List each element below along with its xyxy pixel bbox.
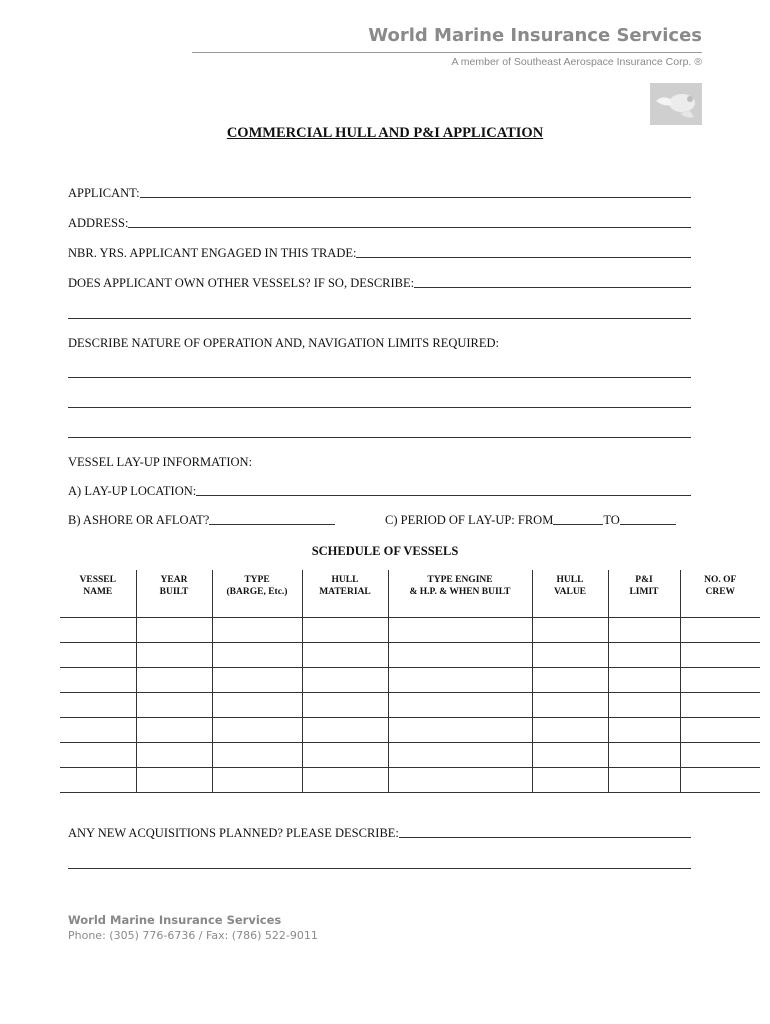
address-line[interactable] [128,227,691,228]
table-cell[interactable] [212,692,302,717]
table-cell[interactable] [532,667,608,692]
form-title: COMMERCIAL HULL AND P&I APPLICATION [226,125,544,141]
table-row [60,667,760,692]
table-row [60,617,760,642]
col-type-engine: TYPE ENGINE & H.P. & WHEN BUILT [388,570,532,617]
table-cell[interactable] [60,717,136,742]
schedule-title: SCHEDULE OF VESSELS [311,544,459,558]
table-cell[interactable] [388,692,532,717]
table-cell[interactable] [212,717,302,742]
table-cell[interactable] [532,692,608,717]
nature-label: DESCRIBE NATURE OF OPERATION AND, NAVIGATION LIMITS REQUIRED: [68,336,500,350]
company-logo [650,83,702,125]
table-cell[interactable] [136,692,212,717]
ashore-field[interactable] [68,512,335,528]
table-cell[interactable] [302,617,388,642]
table-cell[interactable] [136,717,212,742]
table-cell[interactable] [302,667,388,692]
nature-line-2[interactable] [68,407,691,408]
acquisitions-field[interactable] [68,825,691,841]
logo-graphic-icon [650,83,702,125]
table-cell[interactable] [680,742,760,767]
table-cell[interactable] [60,742,136,767]
table-row [60,742,760,767]
period-from-line[interactable] [553,524,603,525]
col-crew: NO. OF CREW [680,570,760,617]
ashore-line[interactable] [209,524,335,525]
table-cell[interactable] [680,642,760,667]
address-label: ADDRESS: [68,216,129,230]
table-cell[interactable] [302,767,388,792]
col-hull-material: HULL MATERIAL [302,570,388,617]
table-cell[interactable] [136,767,212,792]
company-name: World Marine Insurance Services [368,25,702,46]
other-vessels-extra-line[interactable] [68,318,691,319]
table-cell[interactable] [608,667,680,692]
table-cell[interactable] [136,642,212,667]
table-cell[interactable] [608,617,680,642]
table-cell[interactable] [302,642,388,667]
acquisitions-line[interactable] [399,837,691,838]
years-field[interactable] [68,245,691,261]
table-cell[interactable] [388,642,532,667]
table-cell[interactable] [212,617,302,642]
table-cell[interactable] [680,692,760,717]
company-tagline: A member of Southeast Aerospace Insurance Corp. ® [451,56,702,68]
other-vessels-line[interactable] [414,287,691,288]
table-cell[interactable] [60,692,136,717]
table-cell[interactable] [388,667,532,692]
table-cell[interactable] [388,767,532,792]
table-cell[interactable] [212,642,302,667]
layup-info-label: VESSEL LAY-UP INFORMATION: [68,455,253,469]
table-row [60,642,760,667]
header-divider [192,52,702,53]
nature-field [68,335,691,351]
table-cell[interactable] [608,717,680,742]
applicant-line[interactable] [140,197,691,198]
applicant-label: APPLICANT: [68,186,140,200]
nature-line-3[interactable] [68,437,691,438]
years-line[interactable] [356,257,691,258]
table-cell[interactable] [388,617,532,642]
table-cell[interactable] [680,767,760,792]
table-cell[interactable] [532,767,608,792]
vessel-schedule-table [60,570,760,793]
table-cell[interactable] [532,617,608,642]
layup-location-label: A) LAY-UP LOCATION: [68,484,197,498]
table-cell[interactable] [302,742,388,767]
table-row [60,767,760,792]
table-cell[interactable] [608,642,680,667]
table-cell[interactable] [680,667,760,692]
table-cell[interactable] [212,767,302,792]
table-cell[interactable] [608,767,680,792]
nature-line-1[interactable] [68,377,691,378]
table-cell[interactable] [212,667,302,692]
layup-location-field[interactable] [68,483,691,499]
other-vessels-field[interactable] [68,275,691,291]
col-vessel-name: VESSEL NAME [79,575,116,597]
table-cell[interactable] [680,717,760,742]
table-row [60,692,760,717]
layup-info-heading [68,454,691,470]
table-header-row [60,570,760,617]
period-to-line[interactable] [620,524,676,525]
table-cell[interactable] [388,742,532,767]
table-cell[interactable] [532,742,608,767]
table-cell[interactable] [60,767,136,792]
table-row [60,717,760,742]
table-cell[interactable] [136,742,212,767]
table-cell[interactable] [60,667,136,692]
table-cell[interactable] [608,692,680,717]
table-cell[interactable] [212,742,302,767]
period-from-label: C) PERIOD OF LAY-UP: FROM [385,513,554,527]
applicant-field[interactable] [68,185,691,201]
table-cell[interactable] [60,642,136,667]
table-cell[interactable] [302,692,388,717]
period-field[interactable] [385,512,676,528]
address-field[interactable] [68,215,691,231]
col-type: TYPE (BARGE, Etc.) [212,570,302,617]
col-hull-value: HULL VALUE [532,570,608,617]
table-cell[interactable] [302,717,388,742]
table-cell[interactable] [60,617,136,642]
table-cell[interactable] [680,617,760,642]
table-cell[interactable] [136,617,212,642]
acquisitions-extra-line[interactable] [68,868,691,869]
table-cell[interactable] [136,667,212,692]
table-cell[interactable] [608,742,680,767]
col-year-built: YEAR BUILT [136,570,212,617]
table-cell[interactable] [388,717,532,742]
table-cell[interactable] [532,717,608,742]
ashore-label: B) ASHORE OR AFLOAT? [68,513,210,527]
period-to-label: TO [603,513,620,527]
layup-location-line[interactable] [196,495,691,496]
footer-company-name: World Marine Insurance Services [68,913,282,927]
table-cell[interactable] [532,642,608,667]
other-vessels-label: DOES APPLICANT OWN OTHER VESSELS? IF SO, DESCRIBE: [68,276,415,290]
col-pi-limit: P&I LIMIT [608,570,680,617]
years-label: NBR. YRS. APPLICANT ENGAGED IN THIS TRADE: [68,246,357,260]
acquisitions-label: ANY NEW ACQUISITIONS PLANNED? PLEASE DESCRIBE: [68,826,399,840]
footer-phone: Phone: (305) 776-6736 / Fax: (786) 522-9011 [68,929,318,942]
